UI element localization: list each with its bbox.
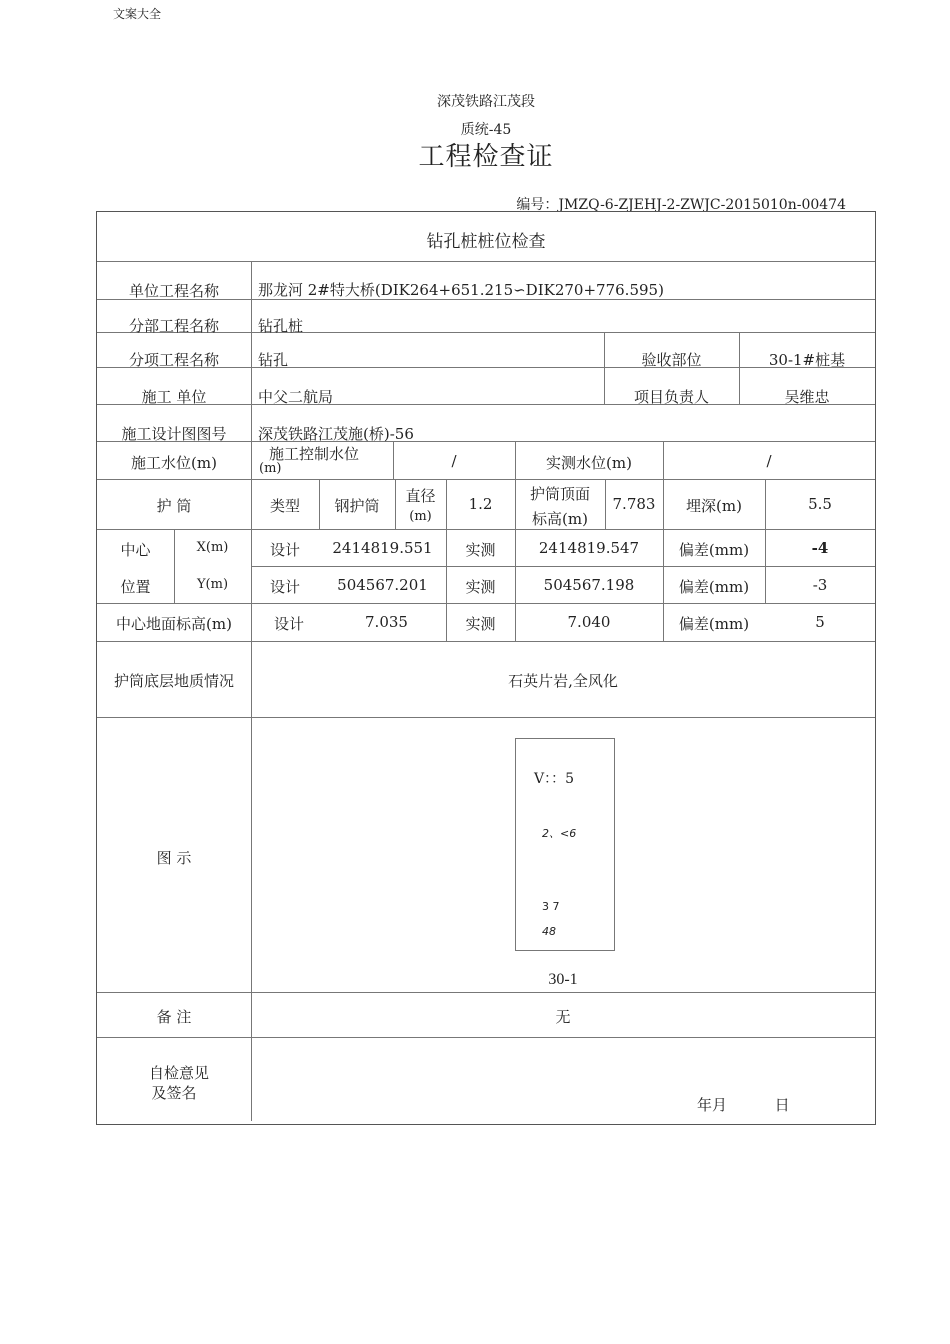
- x-label: X(m): [196, 540, 229, 555]
- y-measured-value: 504567.198: [543, 576, 635, 594]
- figure-label: 图 示: [156, 849, 192, 867]
- subitem-value: 钻孔: [258, 351, 289, 369]
- measured-water-label: 实测水位(m): [546, 454, 632, 472]
- type-label: 类型: [269, 497, 300, 515]
- top-elev-unit: 标高(m): [532, 510, 588, 528]
- position-label: 位置: [120, 578, 151, 596]
- row-divider: [251, 566, 875, 567]
- section-title: 钻孔桩桩位检查: [426, 232, 546, 252]
- x-measured-label: 实测: [465, 541, 496, 559]
- geology-value: 石英片岩,全风化: [508, 672, 618, 690]
- y-measured-label: 实测: [465, 578, 496, 596]
- diagram-text-2: 2、<6: [542, 827, 577, 840]
- selfcheck-label: 自检意见: [148, 1064, 209, 1082]
- control-water-value: /: [451, 452, 457, 470]
- col-divider: [251, 261, 252, 441]
- y-design-value: 504567.201: [337, 576, 428, 594]
- control-water-label: 施工控制水位: [269, 445, 360, 463]
- document-number: 编号：JMZQ-6-ZJEHJ-2-ZWJC-2015010n-00474: [516, 197, 846, 213]
- geology-label: 护筒底层地质情况: [113, 672, 234, 690]
- unit-project-label: 单位工程名称: [128, 282, 219, 300]
- page-title: 工程检查证: [418, 142, 554, 172]
- diagram-text-4: 48: [542, 925, 556, 938]
- figure-caption: 30-1: [548, 971, 578, 988]
- ground-measured-value: 7.040: [567, 613, 611, 631]
- header-line1: 深茂铁路江茂段: [437, 94, 535, 110]
- drawing-label: 施工设计图图号: [121, 425, 227, 443]
- y-design-label: 设计: [269, 578, 300, 596]
- row-divider: [97, 992, 875, 993]
- diameter-unit: (m): [409, 509, 432, 524]
- drawing-value: 深茂铁路江茂施(桥)-56: [258, 425, 414, 443]
- ground-deviation-label: 偏差(mm): [678, 615, 750, 633]
- depth-value: 5.5: [808, 495, 832, 513]
- x-measured-value: 2414819.547: [538, 539, 640, 557]
- date-label: 年月 日: [697, 1096, 790, 1114]
- y-label: Y(m): [196, 577, 229, 592]
- ground-deviation-value: 5: [815, 613, 825, 631]
- subitem-label: 分项工程名称: [128, 351, 219, 369]
- measured-water-value: /: [766, 452, 772, 470]
- diameter-value: 1.2: [468, 495, 493, 513]
- row-divider: [97, 479, 875, 480]
- ground-label: 中心地面标高(m): [116, 615, 232, 633]
- control-water-unit: (m): [259, 461, 282, 476]
- remark-label: 备 注: [156, 1008, 192, 1026]
- inspection-form: [96, 211, 876, 1125]
- contractor-label: 施工 单位: [141, 388, 207, 406]
- diagram-text-1: V：：5: [534, 771, 575, 787]
- selfcheck-label-2: 及签名: [151, 1084, 197, 1102]
- top-elev-label: 护筒顶面: [529, 485, 590, 503]
- row-divider: [97, 641, 875, 642]
- unit-project-value: 那龙河 2#特大桥(DIK264+651.215∽DIK270+776.595): [258, 281, 664, 299]
- row-divider: [97, 529, 875, 530]
- x-design-value: 2414819.551: [332, 539, 433, 557]
- x-design-label: 设计: [269, 541, 300, 559]
- center-label: 中心: [120, 541, 151, 559]
- top-elev-value: 7.783: [612, 495, 656, 513]
- depth-label: 埋深(m): [686, 497, 742, 515]
- corner-note: 文案大全: [113, 7, 162, 21]
- ground-design-label: 设计: [273, 615, 304, 633]
- x-deviation-value: -4: [811, 539, 829, 557]
- pm-value: 吴维忠: [784, 388, 830, 406]
- casing-label: 护 筒: [156, 497, 192, 515]
- water-label: 施工水位(m): [131, 454, 217, 472]
- pile-position-diagram: [515, 738, 615, 951]
- type-value: 钢护筒: [334, 497, 380, 515]
- x-deviation-label: 偏差(mm): [678, 541, 750, 559]
- division-value: 钻孔桩: [258, 317, 304, 335]
- y-deviation-label: 偏差(mm): [678, 578, 750, 596]
- acceptance-value: 30-1#桩基: [768, 351, 846, 369]
- row-divider: [97, 261, 875, 262]
- y-deviation-value: -3: [812, 576, 828, 594]
- ground-measured-label: 实测: [465, 615, 496, 633]
- diameter-label: 直径: [405, 487, 436, 505]
- pm-label: 项目负责人: [633, 388, 709, 406]
- diagram-text-3: 3 7: [542, 900, 560, 913]
- acceptance-label: 验收部位: [641, 351, 702, 369]
- remark-value: 无: [555, 1008, 571, 1026]
- contractor-value: 中父二航局: [258, 388, 334, 406]
- row-divider: [97, 1037, 875, 1038]
- header-line2: 质统-45: [460, 122, 512, 138]
- ground-design-value: 7.035: [365, 613, 408, 631]
- row-divider: [97, 603, 875, 604]
- division-label: 分部工程名称: [128, 317, 219, 335]
- row-divider: [97, 717, 875, 718]
